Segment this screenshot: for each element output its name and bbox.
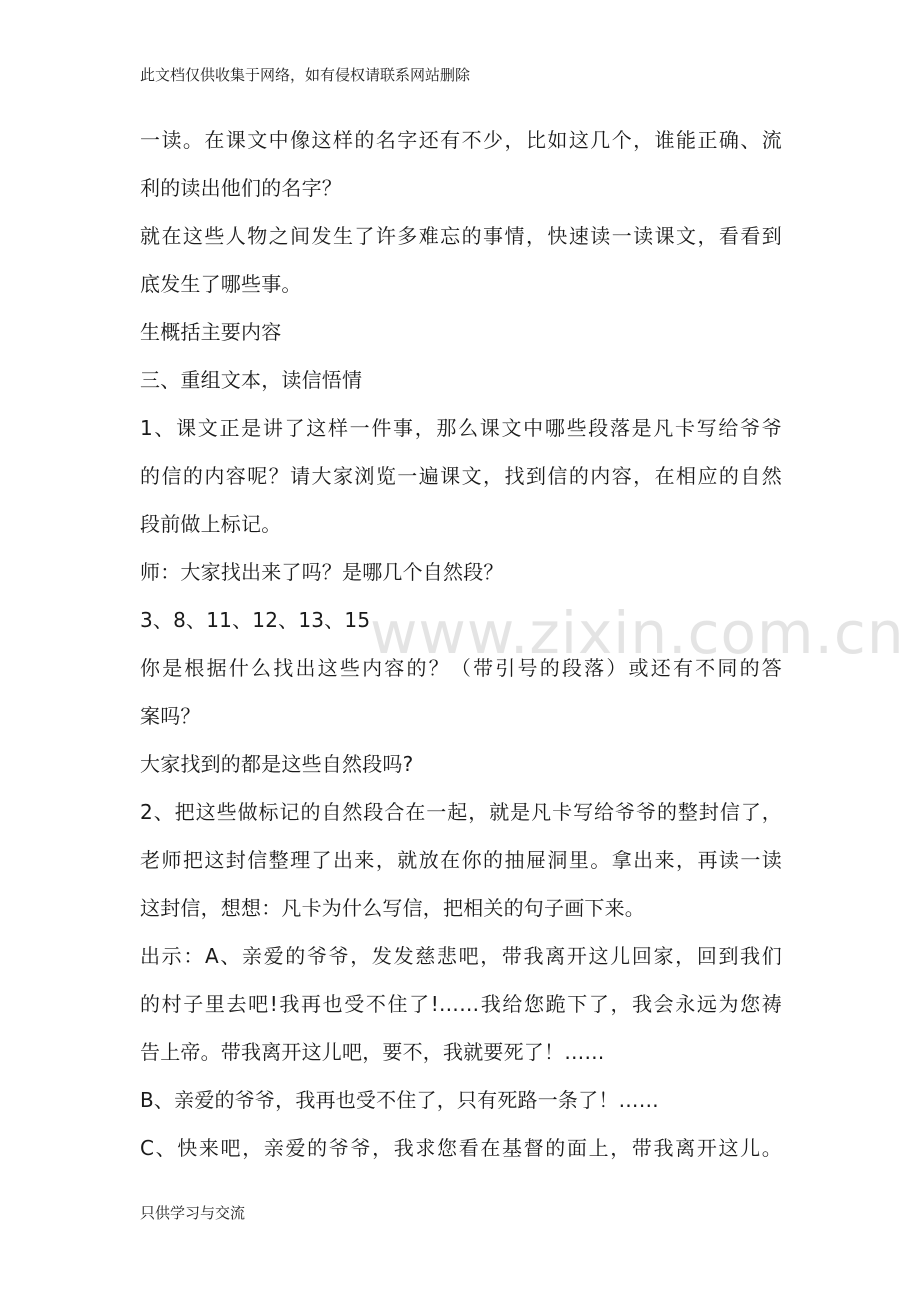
text-line: 一读。在课文中像这样的名字还有不少，比如这几个，谁能正确、流 bbox=[140, 128, 782, 152]
section-heading: 三、重组文本，读信悟情 bbox=[140, 368, 363, 392]
text-line: 利的读出他们的名字？ bbox=[140, 176, 342, 200]
text-line: 生概括主要内容 bbox=[140, 320, 282, 344]
text-line: 你是根据什么找出这些内容的？（带引号的段落）或还有不同的答 bbox=[140, 656, 782, 680]
text-line: 告上帝。带我离开这儿吧，要不，我就要死了！…… bbox=[140, 1040, 605, 1064]
text-line: 就在这些人物之间发生了许多难忘的事情，快速读一读课文，看看到 bbox=[140, 224, 782, 248]
text-line: 的信的内容呢？请大家浏览一遍课文，找到信的内容，在相应的自然 bbox=[140, 464, 782, 488]
text-line: 出示：A、亲爱的爷爷，发发慈悲吧，带我离开这儿回家，回到我们 bbox=[140, 944, 782, 968]
text-line: 底发生了哪些事。 bbox=[140, 272, 302, 296]
text-line: 案吗？ bbox=[140, 704, 201, 728]
text-line: C、快来吧，亲爱的爷爷，我求您看在基督的面上，带我离开这儿。 bbox=[140, 1136, 782, 1160]
page-footer: 只供学习与交流 bbox=[140, 1204, 246, 1222]
text-line: 这封信，想想：凡卡为什么写信，把相关的句子画下来。 bbox=[140, 896, 645, 920]
text-line: 2、把这些做标记的自然段合在一起，就是凡卡写给爷爷的整封信了， bbox=[140, 800, 782, 824]
page-header: 此文档仅供收集于网络，如有侵权请联系网站删除 bbox=[140, 66, 471, 84]
text-line: 1、课文正是讲了这样一件事，那么课文中哪些段落是凡卡写给爷爷 bbox=[140, 416, 782, 440]
text-line: 的村子里去吧!我再也受不住了!……我给您跪下了，我会永远为您祷 bbox=[140, 992, 782, 1016]
document-body bbox=[140, 116, 782, 1172]
text-line: 老师把这封信整理了出来，就放在你的抽屉洞里。拿出来，再读一读 bbox=[140, 848, 782, 872]
text-line: 大家找到的都是这些自然段吗? bbox=[140, 752, 414, 776]
watermark: www.zixin.com.cn bbox=[370, 599, 905, 667]
text-line: 师：大家找出来了吗？是哪几个自然段？ bbox=[140, 560, 504, 584]
text-line: 段前做上标记。 bbox=[140, 512, 282, 536]
text-line: B、亲爱的爷爷，我再也受不住了，只有死路一条了！…… bbox=[140, 1088, 659, 1112]
text-line: 3、8、11、12、13、15 bbox=[140, 608, 371, 632]
